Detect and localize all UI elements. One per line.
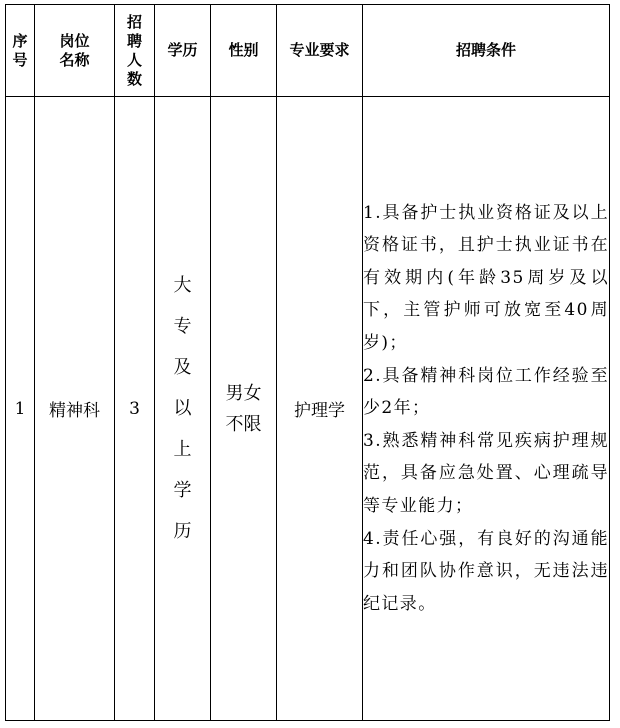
condition-item-2: 2.具备精神科岗位工作经验至少2年； [363, 365, 609, 419]
header-seq-label: 序号 [12, 31, 28, 69]
condition-item-3: 3.熟悉精神科常见疾病护理规范，具备应急处置、心理疏导等专业能力； [363, 430, 609, 516]
cell-education [155, 97, 211, 721]
recruitment-table [5, 4, 610, 721]
cell-major: 护理学 [277, 97, 363, 721]
header-position [35, 5, 115, 97]
header-count-label: 招聘人数 [126, 12, 142, 88]
cell-count: 3 [115, 97, 155, 721]
cell-gender [211, 97, 277, 721]
cell-seq: 1 [6, 97, 35, 721]
header-seq [6, 5, 35, 97]
header-education: 学历 [155, 5, 211, 97]
table-row [6, 97, 610, 721]
cell-conditions [363, 97, 610, 721]
condition-item-1: 1.具备护士执业资格证及以上资格证书，且护士执业证书在有效期内(年龄35周岁及以下，主管护师可放宽至40周岁)； [363, 202, 609, 354]
header-major: 专业要求 [277, 5, 363, 97]
cell-position: 精神科 [35, 97, 115, 721]
header-gender: 性别 [211, 5, 277, 97]
condition-item-4: 4.责任心强，有良好的沟通能力和团队协作意识，无违法违纪记录。 [363, 528, 609, 614]
education-text: 大专及以上学历 [173, 275, 192, 542]
gender-text: 男女不限 [225, 382, 262, 435]
header-conditions: 招聘条件 [363, 5, 610, 97]
header-count [115, 5, 155, 97]
header-row [6, 5, 610, 97]
header-position-label: 岗位名称 [59, 31, 90, 69]
